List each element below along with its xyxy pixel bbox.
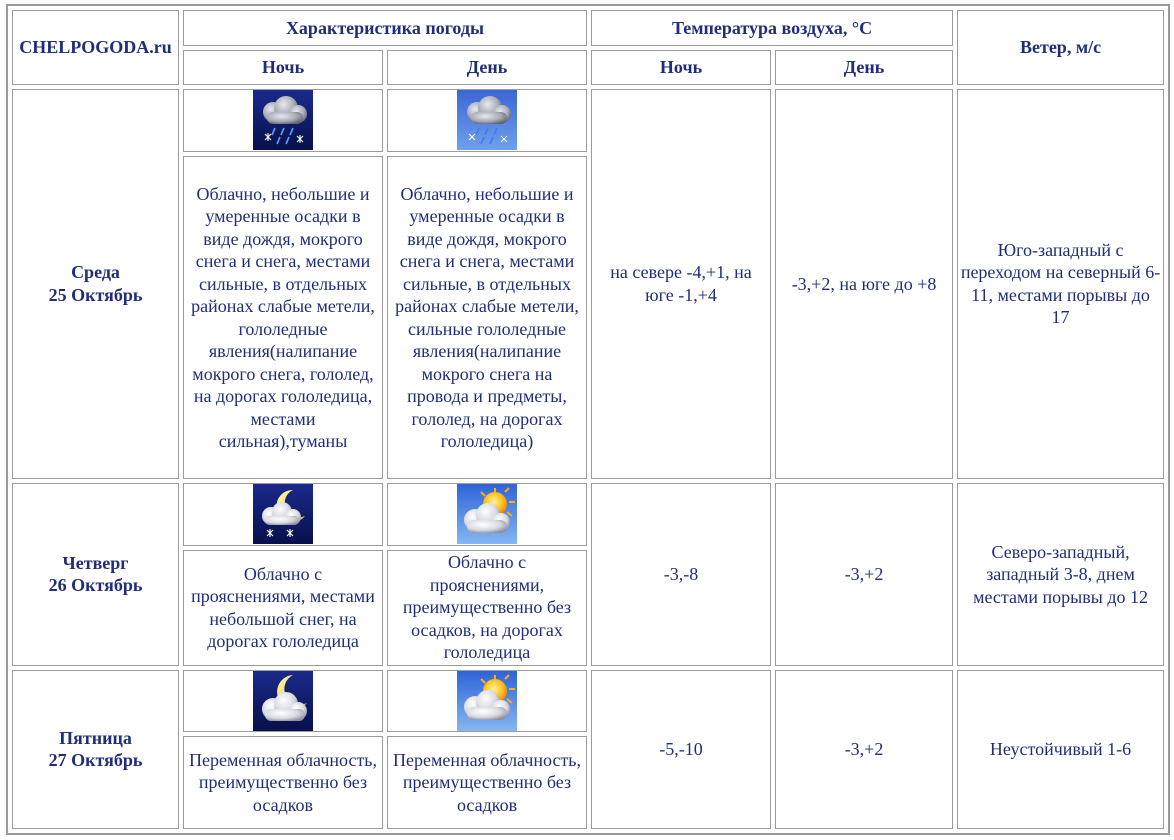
temp-night: на севере -4,+1, на юге -1,+4 (591, 89, 771, 479)
header-row-1 (12, 10, 1164, 46)
weekday: Пятница (59, 727, 132, 748)
header-temp-day: День (775, 50, 953, 84)
temp-night: -5,-10 (591, 670, 771, 829)
sun-cloud-icon (457, 671, 517, 731)
night-description: Облачно, небольшие и умеренные осадки в виде дождя, мокрого снега и снега, местами сильные, в отдельных районах слабые метели, гололедные явления(налипание мокрого снега, гололед, на дорогах гололедица, местами сильная),туманы (183, 156, 383, 479)
date: 26 Октябрь (48, 575, 143, 596)
moon-cloud-icon (253, 671, 313, 731)
day-label-cell (12, 483, 179, 666)
forecast-table (6, 4, 1170, 835)
header-air-temp: Температура воздуха, °C (591, 10, 953, 46)
wind: Северо-западный, западный 3-8, днем местами порывы до 12 (957, 483, 1164, 666)
day-description: Облачно, небольшие и умеренные осадки в виде дождя, мокрого снега и снега, местами сильные, в отдельных районах слабые метели, сильные гололедные явления(налипание мокрого снега на провода и предметы, гололед, на дорогах гололедица) (387, 156, 587, 479)
date: 25 Октябрь (48, 284, 143, 305)
table-row (12, 89, 1164, 153)
day-description: Облачно с прояснениями, преимущественно без осадков, на дорогах гололедица (387, 550, 587, 666)
wind: Неустойчивый 1-6 (957, 670, 1164, 829)
night-description: Облачно с прояснениями, местами небольшой снег, на дорогах гололедица (183, 550, 383, 666)
day-label-cell (12, 670, 179, 829)
night-icon-cell (183, 89, 383, 153)
sun-cloud-icon (457, 484, 517, 544)
cloud-rain-snow-icon (457, 90, 517, 150)
night-icon-cell (183, 483, 383, 546)
header-wind: Ветер, м/с (957, 10, 1164, 85)
date: 27 Октябрь (48, 750, 143, 771)
table-row (12, 670, 1164, 733)
moon-cloud-snow-icon (253, 484, 313, 544)
site-brand: CHELPOGODA.ru (12, 10, 179, 85)
night-icon-cell (183, 670, 383, 733)
wind: Юго-западный с переходом на северный 6-11, местами порывы до 17 (957, 89, 1164, 479)
header-char-night: Ночь (183, 50, 383, 84)
temp-day: -3,+2 (775, 483, 953, 666)
day-icon-cell (387, 670, 587, 733)
temp-day: -3,+2 (775, 670, 953, 829)
weekday: Среда (71, 262, 120, 283)
cloud-rain-snow-icon (253, 90, 313, 150)
day-description: Переменная облачность, преимущественно без осадков (387, 736, 587, 829)
table-row (12, 483, 1164, 546)
day-label-cell (12, 89, 179, 479)
temp-day: -3,+2, на юге до +8 (775, 89, 953, 479)
day-icon-cell (387, 483, 587, 546)
header-weather-char: Характеристика погоды (183, 10, 587, 46)
day-icon-cell (387, 89, 587, 153)
night-description: Переменная облачность, преимущественно без осадков (183, 736, 383, 829)
header-char-day: День (387, 50, 587, 84)
weekday: Четверг (62, 552, 129, 573)
temp-night: -3,-8 (591, 483, 771, 666)
header-temp-night: Ночь (591, 50, 771, 84)
